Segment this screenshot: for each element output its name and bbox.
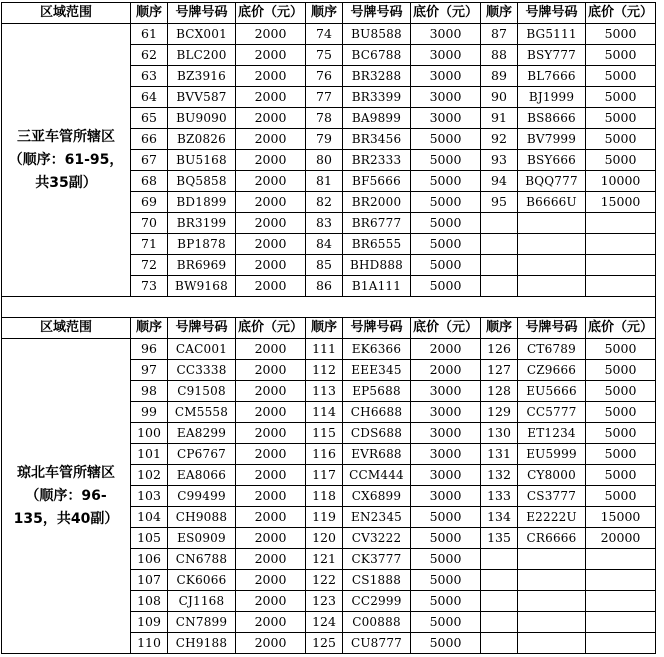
plate-number-cell: [518, 612, 586, 633]
plate-number-cell: BSY777: [518, 45, 586, 66]
order-cell: 87: [481, 24, 518, 45]
order-cell: 111: [306, 339, 343, 360]
order-cell: 75: [306, 45, 343, 66]
plate-number-cell: BHD888: [343, 255, 411, 276]
order-cell: 82: [306, 192, 343, 213]
plate-number-cell: CY8000: [518, 465, 586, 486]
plate-number-cell: BR3199: [168, 213, 236, 234]
order-cell: 109: [131, 612, 168, 633]
order-cell: 102: [131, 465, 168, 486]
base-price-cell: 5000: [411, 234, 481, 255]
order-cell: 101: [131, 444, 168, 465]
order-cell: 117: [306, 465, 343, 486]
base-price-cell: 5000: [586, 129, 656, 150]
base-price-cell: 3000: [411, 444, 481, 465]
order-cell: 79: [306, 129, 343, 150]
order-cell: 124: [306, 612, 343, 633]
plate-number-cell: EP5688: [343, 381, 411, 402]
plate-number-cell: [518, 213, 586, 234]
order-cell: 90: [481, 87, 518, 108]
order-cell: 76: [306, 66, 343, 87]
base-price-cell: 3000: [411, 465, 481, 486]
base-price-cell: 5000: [411, 129, 481, 150]
base-price-cell: 3000: [411, 87, 481, 108]
order-cell: [481, 570, 518, 591]
plate-number-cell: B1A111: [343, 276, 411, 297]
order-cell: 92: [481, 129, 518, 150]
order-cell: 83: [306, 213, 343, 234]
plate-number-cell: CDS688: [343, 423, 411, 444]
plate-number-cell: [518, 549, 586, 570]
order-cell: 88: [481, 45, 518, 66]
plate-number-cell: BA9899: [343, 108, 411, 129]
order-cell: 93: [481, 150, 518, 171]
plate-number-cell: [518, 234, 586, 255]
header-order: 顺序: [306, 318, 343, 339]
base-price-cell: [586, 255, 656, 276]
plate-table: [1, 2, 656, 654]
order-cell: 121: [306, 549, 343, 570]
order-cell: 81: [306, 171, 343, 192]
base-price-cell: 5000: [411, 591, 481, 612]
plate-number-cell: BQQ777: [518, 171, 586, 192]
base-price-cell: [586, 612, 656, 633]
plate-number-cell: EK6366: [343, 339, 411, 360]
block-spacer: [2, 297, 656, 318]
order-cell: 68: [131, 171, 168, 192]
table-row: [2, 24, 656, 45]
base-price-cell: 5000: [411, 549, 481, 570]
plate-number-cell: E2222U: [518, 507, 586, 528]
header-row: [2, 318, 656, 339]
base-price-cell: 3000: [411, 24, 481, 45]
header-order: 顺序: [131, 318, 168, 339]
plate-number-cell: BL7666: [518, 66, 586, 87]
plate-number-cell: CV3222: [343, 528, 411, 549]
base-price-cell: 5000: [586, 402, 656, 423]
order-cell: 129: [481, 402, 518, 423]
base-price-cell: 5000: [411, 507, 481, 528]
base-price-cell: 5000: [586, 45, 656, 66]
plate-number-cell: EU5666: [518, 381, 586, 402]
plate-number-cell: CK3777: [343, 549, 411, 570]
order-cell: 91: [481, 108, 518, 129]
base-price-cell: [586, 213, 656, 234]
order-cell: 94: [481, 171, 518, 192]
plate-number-cell: BP1878: [168, 234, 236, 255]
header-order: 顺序: [306, 3, 343, 24]
base-price-cell: 2000: [236, 570, 306, 591]
plate-number-cell: BR3399: [343, 87, 411, 108]
base-price-cell: 3000: [411, 402, 481, 423]
plate-number-cell: CH9088: [168, 507, 236, 528]
header-price: 底价（元）: [236, 3, 306, 24]
base-price-cell: 5000: [586, 486, 656, 507]
plate-number-cell: EEE345: [343, 360, 411, 381]
base-price-cell: 2000: [236, 66, 306, 87]
plate-number-cell: CT6789: [518, 339, 586, 360]
order-cell: 130: [481, 423, 518, 444]
order-cell: 74: [306, 24, 343, 45]
order-cell: 113: [306, 381, 343, 402]
plate-number-cell: CX6899: [343, 486, 411, 507]
order-cell: 73: [131, 276, 168, 297]
plate-number-cell: CN6788: [168, 549, 236, 570]
plate-number-cell: BU8588: [343, 24, 411, 45]
order-cell: 85: [306, 255, 343, 276]
base-price-cell: 5000: [586, 150, 656, 171]
base-price-cell: 5000: [586, 381, 656, 402]
plate-number-cell: CP6767: [168, 444, 236, 465]
order-cell: 63: [131, 66, 168, 87]
order-cell: [481, 549, 518, 570]
plate-number-cell: [518, 570, 586, 591]
header-price: 底价（元）: [411, 3, 481, 24]
order-cell: 127: [481, 360, 518, 381]
base-price-cell: 2000: [236, 444, 306, 465]
plate-number-cell: BD1899: [168, 192, 236, 213]
base-price-cell: 2000: [236, 381, 306, 402]
plate-number-cell: CS1888: [343, 570, 411, 591]
plate-number-cell: EA8066: [168, 465, 236, 486]
order-cell: 70: [131, 213, 168, 234]
base-price-cell: 5000: [586, 108, 656, 129]
plate-number-cell: CC2999: [343, 591, 411, 612]
order-cell: 114: [306, 402, 343, 423]
base-price-cell: 2000: [236, 87, 306, 108]
order-cell: 84: [306, 234, 343, 255]
order-cell: 112: [306, 360, 343, 381]
base-price-cell: 5000: [411, 171, 481, 192]
order-cell: 62: [131, 45, 168, 66]
base-price-cell: 2000: [236, 612, 306, 633]
region-label: 三亚车管所辖区（顺序：61-95，共35副）: [2, 24, 131, 297]
base-price-cell: 5000: [411, 633, 481, 654]
order-cell: 110: [131, 633, 168, 654]
base-price-cell: 2000: [236, 150, 306, 171]
order-cell: 66: [131, 129, 168, 150]
header-order: 顺序: [131, 3, 168, 24]
plate-number-cell: BV7999: [518, 129, 586, 150]
base-price-cell: 5000: [586, 339, 656, 360]
order-cell: 133: [481, 486, 518, 507]
order-cell: [481, 255, 518, 276]
base-price-cell: 5000: [411, 150, 481, 171]
plate-number-cell: CM5558: [168, 402, 236, 423]
base-price-cell: 2000: [236, 591, 306, 612]
header-plate: 号牌号码: [168, 3, 236, 24]
base-price-cell: 3000: [411, 108, 481, 129]
order-cell: 99: [131, 402, 168, 423]
base-price-cell: 5000: [411, 213, 481, 234]
order-cell: 131: [481, 444, 518, 465]
base-price-cell: 2000: [236, 402, 306, 423]
order-cell: 69: [131, 192, 168, 213]
order-cell: 64: [131, 87, 168, 108]
plate-number-cell: C99499: [168, 486, 236, 507]
order-cell: 78: [306, 108, 343, 129]
base-price-cell: 5000: [411, 612, 481, 633]
plate-number-cell: BLC200: [168, 45, 236, 66]
plate-number-cell: CCM444: [343, 465, 411, 486]
plate-number-cell: BCX001: [168, 24, 236, 45]
order-cell: 135: [481, 528, 518, 549]
base-price-cell: 5000: [411, 192, 481, 213]
order-cell: [481, 633, 518, 654]
base-price-cell: 5000: [586, 444, 656, 465]
plate-number-cell: BZ3916: [168, 66, 236, 87]
header-price: 底价（元）: [236, 318, 306, 339]
plate-number-cell: CK6066: [168, 570, 236, 591]
order-cell: 116: [306, 444, 343, 465]
order-cell: 123: [306, 591, 343, 612]
base-price-cell: 15000: [586, 507, 656, 528]
order-cell: [481, 213, 518, 234]
base-price-cell: 2000: [236, 633, 306, 654]
base-price-cell: [586, 234, 656, 255]
order-cell: 126: [481, 339, 518, 360]
order-cell: 80: [306, 150, 343, 171]
base-price-cell: 2000: [236, 129, 306, 150]
plate-number-cell: BJ1999: [518, 87, 586, 108]
plate-number-cell: CC3338: [168, 360, 236, 381]
order-cell: 132: [481, 465, 518, 486]
plate-number-cell: BR6555: [343, 234, 411, 255]
header-plate: 号牌号码: [343, 3, 411, 24]
base-price-cell: [586, 570, 656, 591]
header-price: 底价（元）: [586, 3, 656, 24]
base-price-cell: 15000: [586, 192, 656, 213]
base-price-cell: [586, 549, 656, 570]
plate-number-cell: [518, 255, 586, 276]
header-row: [2, 3, 656, 24]
plate-number-cell: CR6666: [518, 528, 586, 549]
plate-number-cell: BR3288: [343, 66, 411, 87]
header-price: 底价（元）: [586, 318, 656, 339]
base-price-cell: 2000: [236, 213, 306, 234]
header-region: 区域范围: [2, 3, 131, 24]
plate-number-cell: CC5777: [518, 402, 586, 423]
header-plate: 号牌号码: [168, 318, 236, 339]
plate-number-cell: [518, 591, 586, 612]
base-price-cell: 2000: [236, 465, 306, 486]
base-price-cell: 5000: [586, 465, 656, 486]
base-price-cell: [586, 591, 656, 612]
plate-number-cell: BR6777: [343, 213, 411, 234]
base-price-cell: 2000: [236, 192, 306, 213]
base-price-cell: 2000: [236, 24, 306, 45]
plate-number-cell: CN7899: [168, 612, 236, 633]
base-price-cell: [586, 276, 656, 297]
plate-number-cell: C00888: [343, 612, 411, 633]
order-cell: 118: [306, 486, 343, 507]
order-cell: 105: [131, 528, 168, 549]
order-cell: 96: [131, 339, 168, 360]
order-cell: 86: [306, 276, 343, 297]
base-price-cell: 2000: [236, 108, 306, 129]
base-price-cell: 5000: [586, 423, 656, 444]
plate-number-cell: CAC001: [168, 339, 236, 360]
table-row: [2, 339, 656, 360]
base-price-cell: 2000: [411, 360, 481, 381]
plate-number-cell: EA8299: [168, 423, 236, 444]
base-price-cell: 20000: [586, 528, 656, 549]
spacer-cell: [2, 297, 656, 318]
order-cell: [481, 234, 518, 255]
order-cell: 108: [131, 591, 168, 612]
base-price-cell: 2000: [236, 339, 306, 360]
order-cell: 61: [131, 24, 168, 45]
plate-number-cell: [518, 276, 586, 297]
plate-number-cell: BR2333: [343, 150, 411, 171]
plate-number-cell: ET1234: [518, 423, 586, 444]
plate-number-cell: BVV587: [168, 87, 236, 108]
header-plate: 号牌号码: [518, 3, 586, 24]
base-price-cell: 5000: [411, 255, 481, 276]
base-price-cell: 2000: [236, 486, 306, 507]
base-price-cell: 10000: [586, 171, 656, 192]
base-price-cell: 3000: [411, 66, 481, 87]
plate-number-cell: BR6969: [168, 255, 236, 276]
base-price-cell: 2000: [236, 45, 306, 66]
order-cell: 128: [481, 381, 518, 402]
order-cell: 103: [131, 486, 168, 507]
plate-number-cell: EN2345: [343, 507, 411, 528]
base-price-cell: 2000: [411, 339, 481, 360]
order-cell: 71: [131, 234, 168, 255]
order-cell: 95: [481, 192, 518, 213]
base-price-cell: 5000: [411, 528, 481, 549]
base-price-cell: 5000: [586, 87, 656, 108]
plate-number-cell: CJ1168: [168, 591, 236, 612]
order-cell: 72: [131, 255, 168, 276]
header-region: 区域范围: [2, 318, 131, 339]
header-order: 顺序: [481, 3, 518, 24]
order-cell: [481, 276, 518, 297]
plate-number-cell: BR3456: [343, 129, 411, 150]
order-cell: 98: [131, 381, 168, 402]
order-cell: 100: [131, 423, 168, 444]
order-cell: 106: [131, 549, 168, 570]
plate-number-cell: BW9168: [168, 276, 236, 297]
plate-number-cell: BG5111: [518, 24, 586, 45]
order-cell: 122: [306, 570, 343, 591]
base-price-cell: [586, 633, 656, 654]
order-cell: 125: [306, 633, 343, 654]
plate-number-cell: EVR688: [343, 444, 411, 465]
plate-number-cell: BR2000: [343, 192, 411, 213]
plate-number-cell: BQ5858: [168, 171, 236, 192]
plate-number-cell: B6666U: [518, 192, 586, 213]
base-price-cell: 2000: [236, 171, 306, 192]
order-cell: 115: [306, 423, 343, 444]
plate-number-cell: BZ0826: [168, 129, 236, 150]
base-price-cell: 2000: [236, 255, 306, 276]
plate-number-cell: CU8777: [343, 633, 411, 654]
order-cell: 134: [481, 507, 518, 528]
plate-number-cell: C91508: [168, 381, 236, 402]
plate-number-cell: BSY666: [518, 150, 586, 171]
order-cell: 119: [306, 507, 343, 528]
plate-number-cell: BF5666: [343, 171, 411, 192]
order-cell: [481, 591, 518, 612]
header-plate: 号牌号码: [343, 318, 411, 339]
base-price-cell: 2000: [236, 234, 306, 255]
base-price-cell: 3000: [411, 45, 481, 66]
order-cell: 89: [481, 66, 518, 87]
plate-number-cell: CZ9666: [518, 360, 586, 381]
plate-number-cell: BS8666: [518, 108, 586, 129]
plate-number-cell: BU9090: [168, 108, 236, 129]
plate-number-cell: BU5168: [168, 150, 236, 171]
header-price: 底价（元）: [411, 318, 481, 339]
plate-number-cell: CS3777: [518, 486, 586, 507]
order-cell: 104: [131, 507, 168, 528]
plate-number-cell: [518, 633, 586, 654]
plate-number-cell: BC6788: [343, 45, 411, 66]
base-price-cell: 5000: [411, 276, 481, 297]
order-cell: 97: [131, 360, 168, 381]
plate-number-cell: EU5999: [518, 444, 586, 465]
plate-number-cell: ES0909: [168, 528, 236, 549]
plate-auction-sheet: [1, 2, 656, 654]
base-price-cell: 3000: [411, 486, 481, 507]
base-price-cell: 5000: [586, 24, 656, 45]
base-price-cell: 3000: [411, 381, 481, 402]
region-label: 琼北车管所辖区（顺序：96-135，共40副）: [2, 339, 131, 654]
order-cell: 120: [306, 528, 343, 549]
base-price-cell: 2000: [236, 360, 306, 381]
base-price-cell: 5000: [411, 570, 481, 591]
plate-number-cell: CH6688: [343, 402, 411, 423]
header-order: 顺序: [481, 318, 518, 339]
base-price-cell: 3000: [411, 423, 481, 444]
order-cell: 77: [306, 87, 343, 108]
base-price-cell: 2000: [236, 528, 306, 549]
base-price-cell: 5000: [586, 66, 656, 87]
order-cell: [481, 612, 518, 633]
base-price-cell: 5000: [586, 360, 656, 381]
order-cell: 107: [131, 570, 168, 591]
base-price-cell: 2000: [236, 276, 306, 297]
header-plate: 号牌号码: [518, 318, 586, 339]
base-price-cell: 2000: [236, 423, 306, 444]
base-price-cell: 2000: [236, 549, 306, 570]
plate-number-cell: CH9188: [168, 633, 236, 654]
order-cell: 67: [131, 150, 168, 171]
order-cell: 65: [131, 108, 168, 129]
base-price-cell: 2000: [236, 507, 306, 528]
